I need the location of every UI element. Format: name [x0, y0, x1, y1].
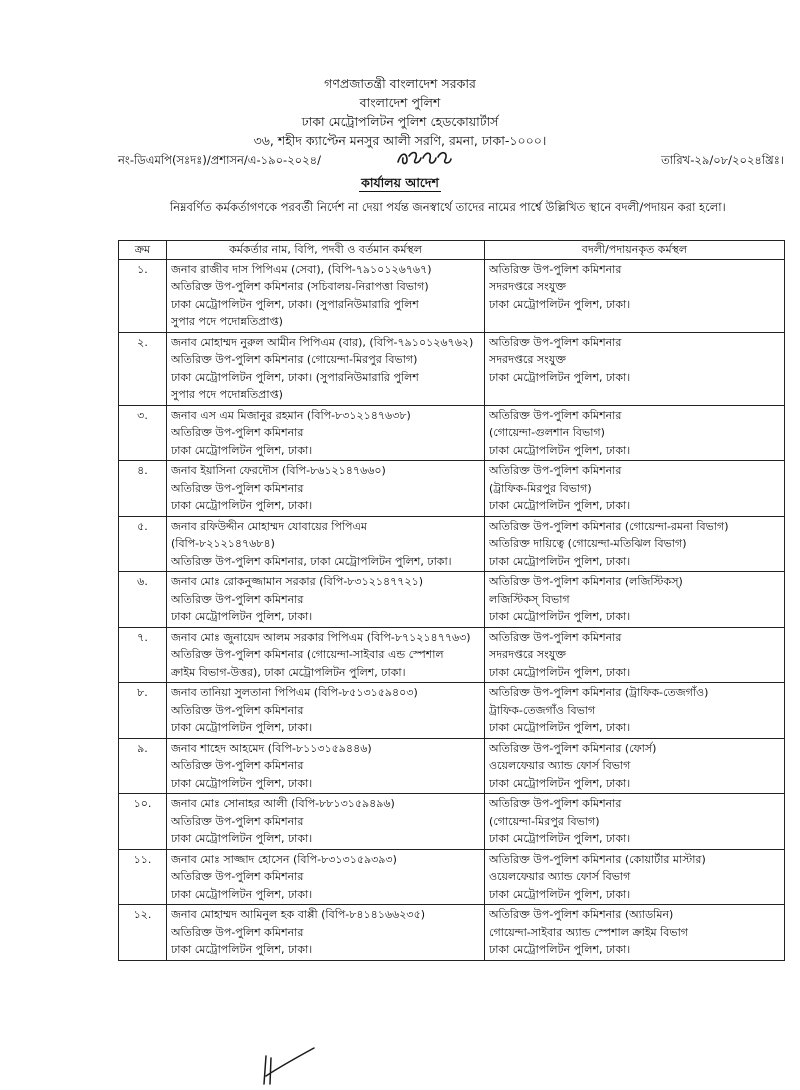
new-posting-cell — [485, 794, 785, 850]
table-body — [119, 259, 785, 960]
serial-number: ৪. — [119, 461, 167, 517]
officer-details-line: ঢাকা মেট্রোপলিটন পুলিশ, ঢাকা। — [171, 943, 313, 956]
officer-details-line: জনাব মোঃ জুনায়েদ আলম সরকার পিপিএম (বিপি-৮৭১২১৪৭৭৬৩) — [171, 630, 471, 644]
new-posting-line: ঢাকা মেট্রোপলিটন পুলিশ, ঢাকা। — [489, 887, 631, 901]
new-posting-line: অতিরিক্ত উপ-পুলিশ কমিশনার (কোয়ার্টার মাস্টার) — [489, 852, 706, 866]
new-posting-line: অতিরিক্ত উপ-পুলিশ কমিশনার — [489, 797, 622, 810]
officer-details-line: জনাব মোঃ সাজ্জাদ হোসেন (বিপি-৮৩১৩১৫৯৩৯৩) — [171, 852, 397, 866]
new-posting-line: ঢাকা মেট্রোপলিটন পুলিশ, ঢাকা। — [489, 554, 631, 568]
memo-date: তারিখ-২৯/০৮/২০২৪খ্রিঃ। — [661, 153, 784, 167]
officer-details-line: ঢাকা মেট্রোপলিটন পুলিশ, ঢাকা। — [171, 610, 313, 623]
government-name: গণপ্রজাতন্ত্রী বাংলাদেশ সরকার — [324, 76, 476, 91]
new-posting-line: ট্রাফিক-তেজগাঁও বিভাগ — [489, 703, 596, 717]
new-posting-line: ঢাকা মেট্রোপলিটন পুলিশ, ঢাকা। — [489, 776, 631, 790]
document-title — [0, 175, 800, 195]
serial-number: ১. — [119, 259, 167, 332]
new-posting-cell — [485, 332, 785, 405]
new-posting-line: ঢাকা মেট্রোপলিটন পুলিশ, ঢাকা। — [489, 943, 631, 956]
officer-details-line: জনাব মোহাম্মদ আমিনুল হক বাপ্পী (বিপি-৮৪১৪১৬৬২৩৫) — [171, 908, 425, 921]
officer-details-line: অতিরিক্ত উপ-পুলিশ কমিশনার (গোয়েন্দা-সাইবার এন্ড স্পেশাল — [171, 648, 444, 661]
officer-details-line: (বিপি-৮২১২১৪৭৬৮৪) — [171, 537, 275, 550]
new-posting-line: অতিরিক্ত উপ-পুলিশ কমিশনার — [489, 335, 622, 349]
new-posting-cell — [485, 849, 785, 905]
table-row — [119, 794, 785, 850]
table-row — [119, 461, 785, 517]
table-row — [119, 572, 785, 628]
officer-details-cell — [167, 627, 485, 683]
col-header-posting: বদলী/পদায়নকৃত কর্মস্থল — [485, 241, 785, 260]
new-posting-cell — [485, 572, 785, 628]
new-posting-cell — [485, 738, 785, 794]
officer-details-line: ঢাকা মেট্রোপলিটন পুলিশ, ঢাকা। (সুপারনিউমারারি পুলিশ — [171, 297, 419, 311]
new-posting-line: সদরদপ্তরে সংযুক্ত — [489, 280, 566, 293]
officer-details-line: অতিরিক্ত উপ-পুলিশ কমিশনার — [171, 814, 304, 828]
new-posting-line: অতিরিক্ত উপ-পুলিশ কমিশনার (অ্যাডমিন) — [489, 908, 674, 921]
officer-details-line: ঢাকা মেট্রোপলিটন পুলিশ, ঢাকা। (সুপারনিউমারারি পুলিশ — [171, 370, 419, 384]
officer-details-line: জনাব মোহাম্মদ নুরুল আমীন পিপিএম (বার), (বিপি-৭৯১০১২৬৭৬২) — [171, 335, 474, 349]
office-name: ঢাকা মেট্রোপলিটন পুলিশ হেডকোয়ার্টার্স — [301, 114, 499, 129]
serial-number: ৯. — [119, 738, 167, 794]
officer-details-line: অতিরিক্ত উপ-পুলিশ কমিশনার — [171, 592, 304, 606]
new-posting-line: (গোয়েন্দা-গুলশান বিভাগ) — [489, 426, 605, 439]
table-header-row — [119, 241, 785, 260]
serial-number: ৬. — [119, 572, 167, 628]
new-posting-line: ঢাকা মেট্রোপলিটন পুলিশ, ঢাকা। — [489, 297, 631, 311]
new-posting-line: অতিরিক্ত উপ-পুলিশ কমিশনার — [489, 630, 622, 644]
new-posting-line: ঢাকা মেট্রোপলিটন পুলিশ, ঢাকা। — [489, 832, 631, 845]
new-posting-line: ঢাকা মেট্রোপলিটন পুলিশ, ঢাকা। — [489, 443, 631, 457]
new-posting-cell — [485, 259, 785, 332]
officer-details-line: ঢাকা মেট্রোপলিটন পুলিশ, ঢাকা। — [171, 499, 313, 512]
officer-details-line: ঢাকা মেট্রোপলিটন পুলিশ, ঢাকা। — [171, 776, 313, 790]
officer-details-line: অতিরিক্ত উপ-পুলিশ কমিশনার — [171, 925, 304, 939]
new-posting-line: সদরদপ্তরে সংযুক্ত — [489, 648, 566, 661]
officer-details-line: জনাব রফিউদ্দীন মোহাম্মদ যোবায়ের পিপিএম — [171, 519, 367, 533]
officer-details-cell — [167, 405, 485, 461]
new-posting-line: ঢাকা মেট্রোপলিটন পুলিশ, ঢাকা। — [489, 665, 631, 679]
new-posting-line: অতিরিক্ত উপ-পুলিশ কমিশনার — [489, 408, 622, 422]
new-posting-line: অতিরিক্ত দায়িত্বে (গোয়েন্দা-মতিঝিল বিভাগ) — [489, 537, 687, 550]
officer-details-line: জনাব এস এম মিজানুর রহমান (বিপি-৮৩১২১৪৭৬৩৮) — [171, 408, 411, 422]
officer-details-cell — [167, 683, 485, 739]
new-posting-cell — [485, 516, 785, 572]
new-posting-cell — [485, 461, 785, 517]
new-posting-line: অতিরিক্ত উপ-পুলিশ কমিশনার — [489, 464, 622, 477]
table-row — [119, 683, 785, 739]
new-posting-line: ঢাকা মেট্রোপলিটন পুলিশ, ঢাকা। — [489, 370, 631, 384]
officer-details-line: ক্রাইম বিভাগ-উত্তর), ঢাকা মেট্রোপলিটন পুলিশ, ঢাকা। — [171, 665, 406, 679]
transfer-table — [118, 240, 785, 961]
new-posting-line: অতিরিক্ত উপ-পুলিশ কমিশনার (ফোর্স) — [489, 741, 657, 755]
officer-details-line: সুপার পদে পদোন্নতিপ্রাপ্ত) — [171, 315, 283, 328]
officer-details-cell — [167, 516, 485, 572]
new-posting-cell — [485, 905, 785, 961]
document-title-text: কার্যালয় আদেশ — [361, 175, 439, 190]
officer-details-line: জনাব তানিয়া সুলতানা পিপিএম (বিপি-৮৫১৩১৫৯৪০৩) — [171, 686, 418, 699]
serial-number: ৫. — [119, 516, 167, 572]
officer-details-cell — [167, 461, 485, 517]
table-row — [119, 849, 785, 905]
serial-number: ৩. — [119, 405, 167, 461]
officer-details-line: ঢাকা মেট্রোপলিটন পুলিশ, ঢাকা। — [171, 443, 313, 457]
new-posting-line: ঢাকা মেট্রোপলিটন পুলিশ, ঢাকা। — [489, 721, 631, 734]
officer-details-cell — [167, 259, 485, 332]
officer-details-line: জনাব রাজীব দাস পিপিএম (সেবা), (বিপি-৭৯১০১২৬৭৬৭) — [171, 262, 432, 276]
new-posting-line: ঢাকা মেট্রোপলিটন পুলিশ, ঢাকা। — [489, 499, 631, 512]
officer-details-line: অতিরিক্ত উপ-পুলিশ কমিশনার — [171, 759, 304, 772]
officer-details-cell — [167, 572, 485, 628]
new-posting-line: অতিরিক্ত উপ-পুলিশ কমিশনার (লজিস্টিকস্) — [489, 575, 683, 588]
new-posting-line: সদরদপ্তরে সংযুক্ত — [489, 353, 566, 366]
serial-number: ৮. — [119, 683, 167, 739]
table-row — [119, 405, 785, 461]
officer-details-cell — [167, 738, 485, 794]
new-posting-cell — [485, 627, 785, 683]
memo-reference-line — [118, 152, 784, 172]
serial-number: ৭. — [119, 627, 167, 683]
officer-details-line: ঢাকা মেট্রোপলিটন পুলিশ, ঢাকা। — [171, 721, 313, 734]
officer-details-line: অতিরিক্ত উপ-পুলিশ কমিশনার (গোয়েন্দা-মিরপুর বিভাগ) — [171, 353, 418, 366]
col-header-officer: কর্মকর্তার নাম, বিপি, পদবী ও বর্তমান কর্মস্থল — [167, 241, 485, 260]
new-posting-line: ঢাকা মেট্রোপলিটন পুলিশ, ঢাকা। — [489, 610, 631, 623]
intro-text: নিম্নবর্ণিত কর্মকর্তাগণকে পরবর্তী নির্দেশ না দেয়া পর্যন্ত জনস্বার্থে তাদের নামের পার্শ্বে উল্লিখিত স্থানে বদলী/পদায়ন করা হলো। — [170, 200, 726, 214]
officer-details-line: অতিরিক্ত উপ-পুলিশ কমিশনার — [171, 481, 304, 495]
office-address: ৩৬, শহীদ ক্যাপ্টেন মনসুর আলী সরণি, রমনা, ঢাকা-১০০০। — [253, 133, 547, 148]
new-posting-line: ওয়েলফেয়ার অ্যান্ড ফোর্স বিভাগ — [489, 870, 631, 883]
letterhead — [0, 74, 800, 150]
officer-details-cell — [167, 794, 485, 850]
officer-details-line: অতিরিক্ত উপ-পুলিশ কমিশনার, ঢাকা মেট্রোপলিটন পুলিশ, ঢাকা। — [171, 554, 452, 568]
table-row — [119, 627, 785, 683]
serial-number: ১০. — [119, 794, 167, 850]
handwritten-memo-number — [395, 146, 453, 173]
intro-paragraph — [118, 197, 784, 218]
officer-details-line: অতিরিক্ত উপ-পুলিশ কমিশনার — [171, 426, 304, 439]
table-row — [119, 332, 785, 405]
table-row — [119, 905, 785, 961]
new-posting-line: (ট্রাফিক-মিরপুর বিভাগ) — [489, 481, 592, 495]
signature — [258, 1046, 318, 1090]
new-posting-line: (গোয়েন্দা-মিরপুর বিভাগ) — [489, 814, 600, 828]
officer-details-line: অতিরিক্ত উপ-পুলিশ কমিশনার — [171, 703, 304, 717]
table-row — [119, 738, 785, 794]
officer-details-cell — [167, 332, 485, 405]
new-posting-cell — [485, 405, 785, 461]
new-posting-line: লজিস্টিকস্ বিভাগ — [489, 592, 570, 606]
serial-number: ২. — [119, 332, 167, 405]
col-header-serial: ক্রম — [119, 241, 167, 260]
table-row — [119, 259, 785, 332]
officer-details-line: ঢাকা মেট্রোপলিটন পুলিশ, ঢাকা। — [171, 887, 313, 901]
new-posting-cell — [485, 683, 785, 739]
officer-details-cell — [167, 849, 485, 905]
table-row — [119, 516, 785, 572]
officer-details-cell — [167, 905, 485, 961]
serial-number: ১১. — [119, 849, 167, 905]
department-name: বাংলাদেশ পুলিশ — [359, 95, 441, 110]
new-posting-line: গোয়েন্দা-সাইবার অ্যান্ড স্পেশাল ক্রাইম বিভাগ — [489, 925, 689, 939]
new-posting-line: অতিরিক্ত উপ-পুলিশ কমিশনার (ট্রাফিক-তেজগাঁও) — [489, 686, 709, 699]
officer-details-line: জনাব শাহেদ আহমেদ (বিপি-৮১১৩১৫৯৪৪৬) — [171, 741, 372, 755]
officer-details-line: জনাব ইয়াসিনা ফেরদৌস (বিপি-৮৬১২১৪৭৬৬০) — [171, 464, 386, 477]
officer-details-line: জনাব মোঃ সোনাহর আলী (বিপি-৮৮১৩১৫৯৪৯৬) — [171, 797, 395, 810]
memo-reference: নং-ডিএমপি(সঃদঃ)/প্রশাসন/এ-১৯০-২০২৪/ — [118, 153, 321, 167]
officer-details-line: সুপার পদে পদোন্নতিপ্রাপ্ত) — [171, 388, 283, 401]
officer-details-line: অতিরিক্ত উপ-পুলিশ কমিশনার (সচিবালয়-নিরাপত্তা বিভাগ) — [171, 280, 429, 293]
new-posting-line: ওয়েলফেয়ার অ্যান্ড ফোর্স বিভাগ — [489, 759, 631, 772]
officer-details-line: জনাব মোঃ রোকনুজ্জামান সরকার (বিপি-৮৩১২১৪৭৭২১) — [171, 575, 424, 588]
new-posting-line: অতিরিক্ত উপ-পুলিশ কমিশনার (গোয়েন্দা-রমনা বিভাগ) — [489, 519, 729, 533]
officer-details-line: ঢাকা মেট্রোপলিটন পুলিশ, ঢাকা। — [171, 832, 313, 845]
serial-number: ১২. — [119, 905, 167, 961]
new-posting-line: অতিরিক্ত উপ-পুলিশ কমিশনার — [489, 262, 622, 276]
officer-details-line: অতিরিক্ত উপ-পুলিশ কমিশনার — [171, 870, 304, 883]
